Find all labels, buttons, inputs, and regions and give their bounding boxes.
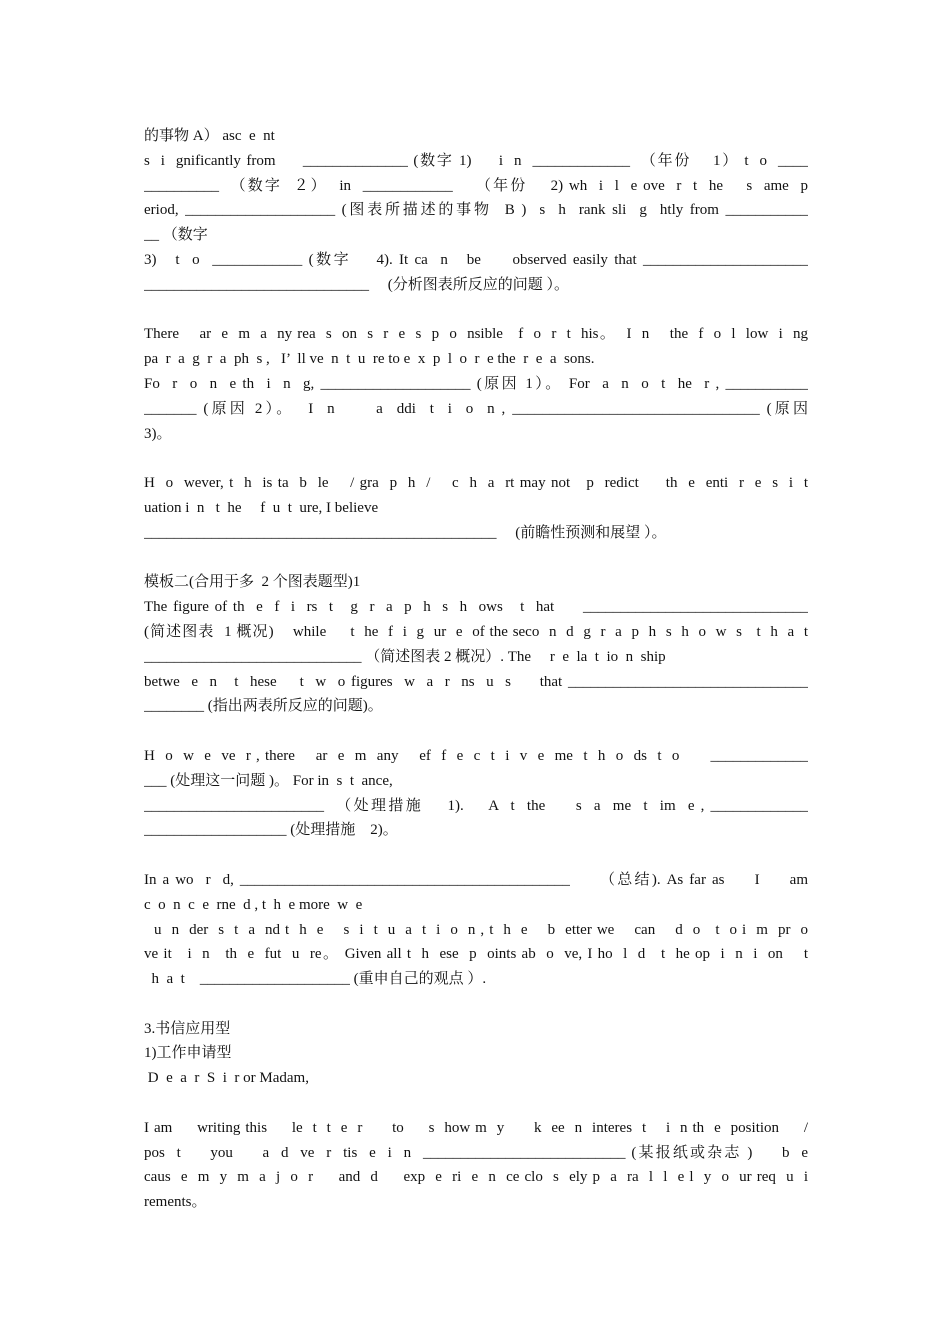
text-line: _____________________________ （简述图表 2 概况）. The r e la t io n ship: [144, 648, 666, 665]
paragraph-gap: [144, 843, 808, 868]
paragraph: [144, 744, 808, 843]
paragraph: [144, 570, 808, 719]
text-line: ________ (指出两表所反应的问题)。: [144, 698, 383, 715]
text-line: H o wever, t h is ta b le / gra p h / c h a rt may not p redict th e enti r e s i t: [144, 475, 808, 492]
text-line: s i gnificantly from ______________ (数字 1) i n _____________ （年份 1） t o ____: [144, 152, 808, 169]
paragraph: [144, 471, 808, 545]
text-line: betwe e n t hese t w o figures w a r ns u s that ________________________________: [144, 673, 808, 690]
paragraph-gap: [144, 992, 808, 1017]
text-line: ___ (处理这一问题 )。 For in s t ance,: [144, 772, 393, 789]
text-line: Fo r o n e th i n g, ____________________ (原因 1）。 For a n o t he r , ___________: [144, 375, 808, 392]
text-line: 3) t o ____________ (数字 4). It ca n be observed easily that ______________________: [144, 251, 808, 268]
text-line: ve it i n th e fut u re。 Given all t h ese p oints ab o ve, I ho l d t he op i n i on t: [144, 946, 808, 963]
text-line: There ar e m a ny rea s on s r e s p o nsible f o r t his。 I n the f o l low i ng: [144, 326, 808, 343]
text-line: caus e m y m a j o r and d exp e ri e n ce clo s ely p a ra l l e l y o ur req u i: [144, 1169, 808, 1186]
paragraph-gap: [144, 546, 808, 571]
text-line: 的事物 A） asc e nt: [144, 128, 275, 144]
text-line: I am writing this le t t e r to s how m y k ee n interes t i n th e position /: [144, 1119, 808, 1136]
text-line: u n der s t a nd t h e s i t u a t i o n , t h e b etter we can d o t o i m pr o: [144, 921, 808, 938]
text-line: c o n c e rne d , t h e more w e: [144, 896, 363, 913]
text-line: 模板二(合用于多 2 个图表题型)1: [144, 574, 361, 591]
paragraph: [144, 1017, 808, 1091]
paragraph-gap: [144, 298, 808, 323]
text-line: 1)工作申请型: [144, 1045, 232, 1062]
text-line: __________ （数字 ２） in ____________ （年份 2) wh i l e ove r t he s ame p: [144, 177, 808, 194]
text-line: The figure of th e f i rs t g r a p h s h ows t hat ______________________________: [144, 599, 808, 616]
paragraph: [144, 124, 808, 298]
text-line: In a wo r d, ____________________________________________ （总结). As far as I am: [144, 871, 808, 888]
text-line: uation i n t he f u t ure, I believe: [144, 499, 379, 516]
text-line: _______________________________________________ (前瞻性预测和展望 ）。: [144, 524, 667, 541]
text-line: pa r a g r a ph s , I’ ll ve n t u re to e x p l o r e the r e a sons.: [144, 351, 595, 368]
text-line: pos t you a d ve r tis e i n ___________________________ (某报纸或杂志 ) b e: [144, 1144, 808, 1161]
text-line: D e a r S i r or Madam,: [144, 1070, 309, 1087]
paragraph-gap: [144, 446, 808, 471]
text-line: ______________________________ (分析图表所反应的问题 ）。: [144, 276, 569, 293]
paragraph-gap: [144, 1091, 808, 1116]
paragraph: [144, 1116, 808, 1215]
text-line: _______ (原因 2）。 I n a ddi t i o n , _________________________________ (原因: [144, 400, 808, 417]
text-line: (简述图表 1 概况) while t he f i g ur e of the seco n d g r a p h s h o w s t h a t: [144, 623, 808, 640]
paragraph: [144, 868, 808, 992]
document-body: [144, 124, 808, 1215]
text-line: rements。: [144, 1194, 207, 1211]
paragraph: [144, 322, 808, 446]
text-line: __ （数字: [144, 227, 208, 244]
text-line: H o w e ve r , there ar e m any ef f e c t i v e me t h o ds t o _____________: [144, 747, 808, 764]
text-line: eriod, ____________________ (图表所描述的事物 B ) s h rank sli g htly from ___________: [144, 202, 808, 219]
paragraph-gap: [144, 719, 808, 744]
text-line: h a t ____________________ (重申自己的观点 ）.: [144, 971, 487, 988]
text-line: ________________________ （处理措施 1). A t the s a me t im e , _____________: [144, 797, 808, 814]
text-line: 3)。: [144, 425, 172, 442]
text-line: 3.书信应用型: [144, 1020, 231, 1037]
text-line: ___________________ (处理措施 2)。: [144, 822, 398, 839]
